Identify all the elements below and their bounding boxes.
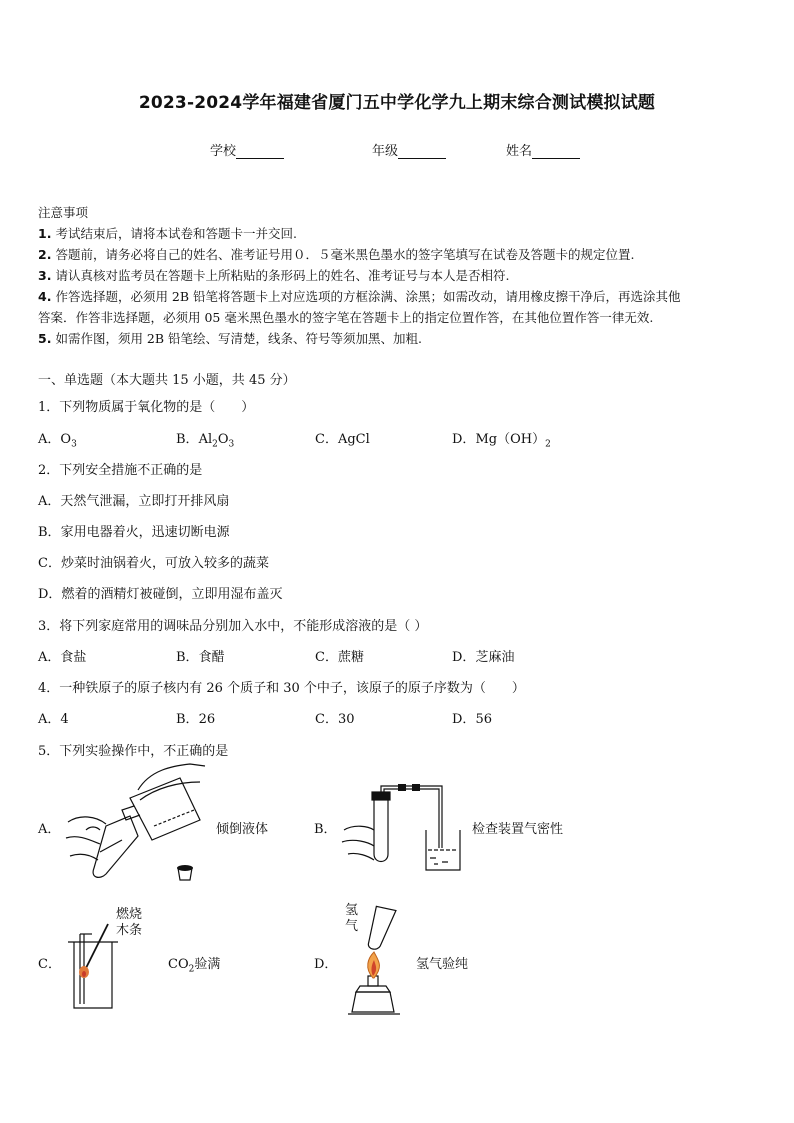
question-stem: 4．一种铁原子的原子核内有 26 个质子和 30 个中子，该原子的原子序数为（ ） (38, 681, 525, 696)
notice-num: 1. (38, 226, 52, 241)
notice-item (38, 308, 760, 326)
option-d[interactable]: D． (314, 957, 338, 972)
notice-item (38, 245, 760, 263)
notice-num: 4. (38, 289, 52, 304)
name-field[interactable] (506, 140, 580, 159)
notice-item (38, 329, 760, 347)
option-b[interactable]: B．家用电器着火，迅速切断电源 (38, 525, 230, 540)
notice-item (38, 224, 760, 242)
option-a[interactable]: A．食盐 (38, 650, 87, 665)
option-c[interactable]: C．30 (315, 712, 355, 727)
question-stem: 1．下列物质属于氧化物的是（ ） (38, 400, 255, 415)
notice-text: 答案．作答非选择题，必须用 05 毫米黑色墨水的签字笔在答题卡上的指定位置作答，在其他位置作答一律无效. (38, 310, 654, 325)
option-d[interactable]: D．$Mg(OH)_2$ (452, 432, 551, 450)
notice-text: 如需作图，须用 2B 铅笔绘、写清楚，线条、符号等须加黑、加粗. (55, 331, 422, 346)
notice-item (38, 266, 760, 284)
school-field[interactable] (210, 140, 284, 159)
option-b[interactable]: B．食醋 (176, 650, 225, 665)
option-d[interactable]: D．56 (452, 712, 492, 727)
grade-field[interactable] (372, 140, 446, 159)
pour-liquid-figure (60, 760, 210, 888)
co2-check-figure (62, 918, 122, 1010)
question-stem: 5．下列实验操作中，不正确的是 (38, 744, 229, 759)
option-c[interactable]: C．蔗糖 (315, 650, 364, 665)
notice-text: 作答选择题，必须用 2B 铅笔将答题卡上对应选项的方框涂满、涂黑；如需改动，请用橡皮擦干净后，再选涂其他 (55, 289, 681, 304)
notice-num: 2. (38, 247, 52, 262)
grade-blank[interactable] (398, 145, 446, 159)
name-label: 姓名 (506, 144, 533, 159)
notice-text: 答题前，请务必将自己的姓名、准考证号用０．５毫米黑色墨水的签字笔填写在试卷及答题卡的规定位置. (55, 247, 635, 262)
notice-text: 考试结束后，请将本试卷和答题卡一并交回. (55, 226, 297, 241)
school-blank[interactable] (236, 145, 284, 159)
option-b[interactable]: B．26 (176, 712, 216, 727)
airtightness-figure (338, 776, 468, 876)
notice-num: 3. (38, 268, 52, 283)
option-c[interactable]: C．AgCl (315, 432, 370, 447)
match-label: 燃烧 木条 (116, 907, 143, 938)
option-a[interactable]: A． (38, 822, 61, 837)
figure-caption: 检查装置气密性 (472, 822, 564, 837)
figure-caption: 氢气验纯 (416, 957, 469, 972)
option-b[interactable]: B．$Al_2O_3$ (176, 432, 235, 450)
notice-item (38, 287, 760, 305)
option-b[interactable]: B． (314, 822, 337, 837)
question-stem: 3．将下列家庭常用的调味品分别加入水中，不能形成溶液的是（ ） (38, 619, 428, 634)
page-title: 2023-2024学年福建省厦门五中学化学九上期末综合测试模拟试题 (138, 93, 656, 113)
grade-label: 年级 (372, 144, 399, 159)
question-stem: 2．下列安全措施不正确的是 (38, 463, 203, 478)
option-d[interactable]: D．燃着的酒精灯被碰倒，立即用湿布盖灭 (38, 587, 283, 602)
option-d[interactable]: D．芝麻油 (452, 650, 515, 665)
option-a[interactable]: A．4 (38, 712, 69, 727)
school-label: 学校 (210, 144, 237, 159)
option-c[interactable]: C．炒菜时油锅着火，可放入较多的蔬菜 (38, 556, 269, 571)
option-a[interactable]: A．天然气泄漏，立即打开排风扇 (38, 494, 230, 509)
section-title: 一、单选题（本大题共 15 小题，共 45 分） (38, 373, 296, 388)
figure-caption: 倾倒液体 (216, 822, 269, 837)
notice-num: 5. (38, 331, 52, 346)
option-a[interactable]: A．$O_3$ (38, 432, 77, 450)
option-c[interactable]: C． (38, 957, 61, 972)
name-blank[interactable] (532, 145, 580, 159)
figure-caption: $CO_2$验满 (168, 957, 221, 975)
hydrogen-label: 氢 气 (345, 903, 359, 934)
notice-text: 请认真核对监考员在答题卡上所粘贴的条形码上的姓名、准考证号与本人是否相符. (55, 268, 510, 283)
notice-heading: 注意事项 (38, 205, 89, 220)
